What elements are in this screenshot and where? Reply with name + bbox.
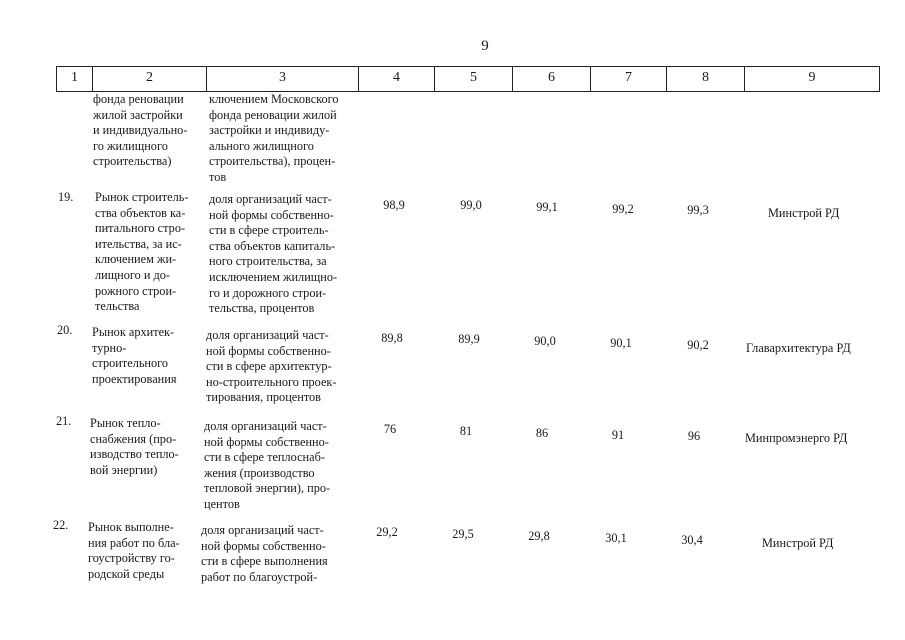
text-line: сти в сфере теплоснаб- xyxy=(204,450,325,465)
column-header-1: 1 xyxy=(56,67,92,91)
responsible-cell: Минстрой РД xyxy=(768,206,840,220)
continuation-indicator-cell xyxy=(209,92,351,186)
text-line: тельства xyxy=(95,299,140,314)
text-line: лищного и до- xyxy=(95,267,171,282)
text-line: проектирования xyxy=(92,371,177,386)
value-col-8: 90,2 xyxy=(687,338,709,352)
text-line: ального жилищного xyxy=(209,138,314,153)
text-line: жения (производство xyxy=(204,465,315,480)
text-line: го жилищного xyxy=(93,138,168,153)
text-line: тельства, процентов xyxy=(209,301,315,316)
column-header-8: 8 xyxy=(666,67,744,91)
text-line: ной формы собственно- xyxy=(204,434,329,449)
value-col-7: 99,2 xyxy=(612,202,634,216)
page-number: 9 xyxy=(481,38,489,54)
value-col-4: 89,8 xyxy=(381,331,403,345)
text-line: доля организаций част- xyxy=(201,523,324,537)
text-line: строительства) xyxy=(93,154,172,169)
text-line: Рынок архитек- xyxy=(92,325,175,339)
text-line: ключением жи- xyxy=(95,252,177,267)
text-line: ства объектов капиталь- xyxy=(209,238,336,253)
value-col-5: 89,9 xyxy=(458,332,480,346)
row-number: 21. xyxy=(56,414,72,428)
text-line: тирования, процентов xyxy=(206,390,321,405)
value-col-4: 98,9 xyxy=(383,198,405,212)
text-line: застройки и индивиду- xyxy=(209,123,330,138)
text-line: ключением Московского xyxy=(209,92,339,106)
text-line: доля организаций част- xyxy=(206,328,329,342)
market-cell xyxy=(88,520,192,582)
text-line: фонда реновации жилой xyxy=(209,107,337,122)
text-line: но-строительного проек- xyxy=(206,374,337,389)
value-col-8: 96 xyxy=(687,429,701,443)
text-line: тов xyxy=(209,169,227,184)
value-col-7: 90,1 xyxy=(610,336,632,350)
value-col-4: 29,2 xyxy=(376,525,398,539)
column-header-9: 9 xyxy=(744,67,880,91)
text-line: ной формы собственно- xyxy=(206,343,331,358)
text-line: го и дорожного строи- xyxy=(209,285,327,300)
text-line: исключением жилищно- xyxy=(209,269,338,284)
text-line: снабжения (про- xyxy=(90,431,177,446)
text-line: ной формы собственно- xyxy=(209,207,334,222)
responsible-cell: Главархитектура РД xyxy=(746,341,851,355)
market-cell xyxy=(95,190,200,315)
text-line: питального стро- xyxy=(95,221,186,236)
value-col-8: 30,4 xyxy=(681,533,703,547)
indicator-cell xyxy=(201,523,344,585)
text-line: строительного xyxy=(92,356,169,371)
text-line: рожного строи- xyxy=(95,283,177,298)
text-line: Рынок выполне- xyxy=(88,520,174,534)
text-line: турно- xyxy=(92,340,127,355)
value-col-6: 99,1 xyxy=(536,200,558,214)
indicator-cell xyxy=(204,419,347,513)
text-line: работ по благоустрой- xyxy=(201,569,318,584)
text-line: фонда реновации xyxy=(93,92,184,106)
text-line: Рынок строитель- xyxy=(95,190,189,204)
column-header-7: 7 xyxy=(590,67,666,91)
text-line: родской среды xyxy=(88,566,165,581)
market-cell xyxy=(92,325,196,387)
value-col-6: 86 xyxy=(535,426,549,440)
market-cell xyxy=(90,416,194,478)
text-line: сти в сфере выполнения xyxy=(201,554,328,569)
text-line: ства объектов ка- xyxy=(95,205,186,220)
column-header-2: 2 xyxy=(92,67,206,91)
text-line: тепловой энергии), про- xyxy=(204,481,331,496)
text-line: жилой застройки xyxy=(93,107,183,122)
column-header-4: 4 xyxy=(358,67,434,91)
text-line: сти в сфере строитель- xyxy=(209,223,329,238)
value-col-5: 99,0 xyxy=(460,198,482,212)
text-line: ного строительства, за xyxy=(209,254,327,269)
text-line: изводство тепло- xyxy=(90,447,179,462)
text-line: доля организаций част- xyxy=(209,192,332,206)
text-line: и индивидуально- xyxy=(93,123,188,138)
column-header-6: 6 xyxy=(512,67,590,91)
row-number: 19. xyxy=(58,190,74,204)
text-line: строительства), процен- xyxy=(209,154,336,169)
responsible-cell: Минстрой РД xyxy=(762,536,834,550)
text-line: гоустройству го- xyxy=(88,551,175,566)
value-col-5: 29,5 xyxy=(452,527,474,541)
column-header-3: 3 xyxy=(206,67,358,91)
value-col-7: 91 xyxy=(611,428,625,442)
indicator-cell xyxy=(209,192,351,317)
indicator-cell xyxy=(206,328,349,406)
text-line: ния работ по бла- xyxy=(88,535,180,550)
column-header-5: 5 xyxy=(434,67,512,91)
continuation-market-cell xyxy=(93,92,199,170)
text-line: доля организаций част- xyxy=(204,419,327,433)
value-col-8: 99,3 xyxy=(687,203,709,217)
row-number: 20. xyxy=(57,323,73,337)
text-line: ной формы собственно- xyxy=(201,538,326,553)
text-line: Рынок тепло- xyxy=(90,416,161,430)
value-col-7: 30,1 xyxy=(605,531,627,545)
column-header-row xyxy=(56,66,880,92)
responsible-cell: Минпромэнерго РД xyxy=(745,431,848,445)
text-line: вой энергии) xyxy=(90,462,158,477)
value-col-6: 29,8 xyxy=(528,529,550,543)
text-line: сти в сфере архитектур- xyxy=(206,359,332,374)
value-col-4: 76 xyxy=(383,422,397,436)
value-col-6: 90,0 xyxy=(534,334,556,348)
text-line: ительства, за ис- xyxy=(95,236,182,251)
row-number: 22. xyxy=(53,518,69,532)
value-col-5: 81 xyxy=(459,424,473,438)
text-line: центов xyxy=(204,496,240,511)
